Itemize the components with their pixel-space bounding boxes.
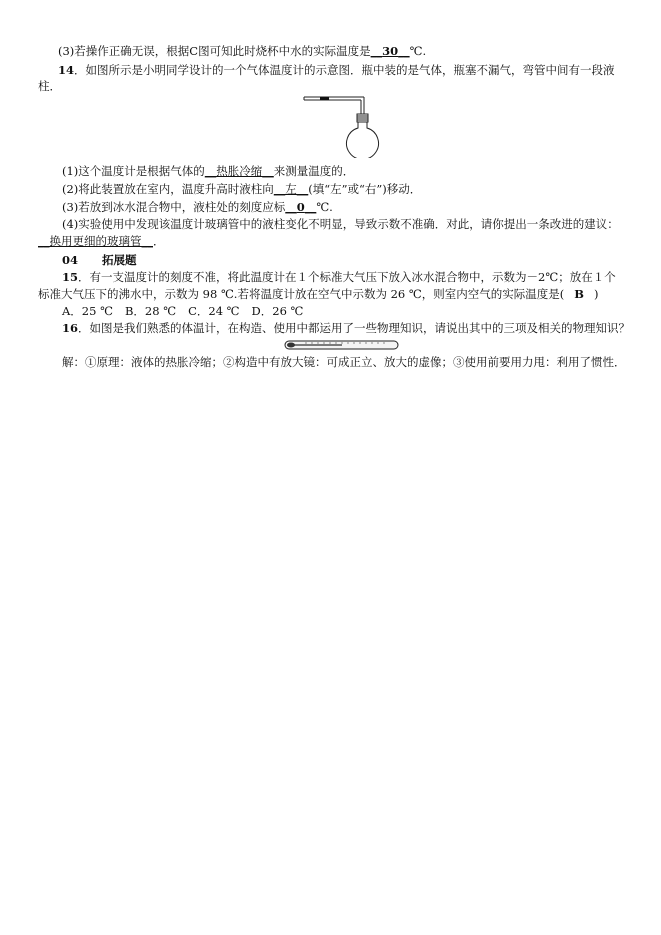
liquid-column	[320, 97, 329, 100]
q14-sub1: (1)这个温度计是根据气体的__热胀冷缩__来测量温度的．	[62, 164, 355, 178]
q15-line2: 标准大气压下的沸水中，示数为 98 ℃.若将温度计放在空气中示数为 26 ℃，则室内空气的实际温度是( B )	[38, 287, 599, 301]
q14-stem-text1: ．如图所示是小明同学设计的一个气体温度计的示意图．瓶中装的是气体，瓶塞不漏气，弯管中间有一段液	[74, 63, 615, 77]
q15-option-a: A．25 ℃	[62, 304, 113, 318]
q15-answer: B	[574, 287, 584, 301]
q16-stem: 16．如图是我们熟悉的体温计，在构造、使用中都运用了一些物理知识，请说出其中的三项及相关的物理知识？	[62, 321, 631, 335]
q15-option-d: D．26 ℃	[251, 304, 304, 318]
q16-solution: 解：①原理：液体的热胀冷缩；②构造中有放大镜：可成正立、放大的虚像；③使用前要用力甩：利用了惯性．	[62, 355, 626, 369]
q14-sub3: (3)若放到冰水混合物中，液柱处的刻度应标__0__℃.	[62, 200, 333, 214]
section-title: 拓展题	[102, 253, 137, 267]
q13-sub3-prefix: (3)若操作正确无误，根据C图可知此时烧杯中水的实际温度是	[58, 44, 371, 58]
q15-line1: 15．有一支温度计的刻度不准，将此温度计在１个标准大气压下放入冰水混合物中，示数为－2℃；放在１个	[62, 270, 616, 284]
q14-stem-line1	[58, 63, 615, 77]
q14-sub3-blank: __0__	[285, 200, 317, 214]
section-heading	[62, 253, 137, 267]
q15-options	[62, 304, 303, 318]
q13-sub3	[58, 44, 426, 58]
q14-sub2-answer: __左__	[273, 182, 309, 196]
q14-number: 14	[58, 63, 75, 77]
q15-number: 15	[62, 270, 79, 284]
q14-sub4-answer: __换用更细的玻璃管__	[38, 234, 153, 248]
gas-thermometer-figure	[300, 92, 390, 158]
q14-sub2: (2)将此装置放在室内，温度升高时液柱向__左__(填“左”或“右”)移动．	[62, 182, 422, 196]
section-number: 04	[62, 253, 79, 267]
q14-sub4-line1: (4)实验使用中发现该温度计玻璃管中的液柱变化不明显，导致示数不准确．对此，请你提出一条改进的建议：	[62, 217, 619, 231]
q14-stem-text2: 柱．	[38, 79, 61, 93]
q13-sub3-blank: __30__	[370, 44, 410, 58]
thermometer-bulb	[287, 343, 295, 348]
q14-sub1-answer: __热胀冷缩__	[204, 164, 274, 178]
clinical-thermometer-figure	[284, 338, 400, 352]
q13-sub3-suffix: ℃.	[409, 44, 427, 58]
q14-stem-line2	[38, 79, 61, 93]
flask-body	[347, 122, 379, 158]
q14-sub4-line2: __换用更细的玻璃管__．	[38, 234, 165, 248]
q15-option-b: B．28 ℃	[124, 304, 177, 318]
q16-number: 16	[62, 321, 79, 335]
q15-option-c: C．24 ℃	[188, 304, 240, 318]
q13-sub3-answer: 30	[382, 44, 399, 58]
q14-sub3-answer: 0	[296, 200, 305, 214]
